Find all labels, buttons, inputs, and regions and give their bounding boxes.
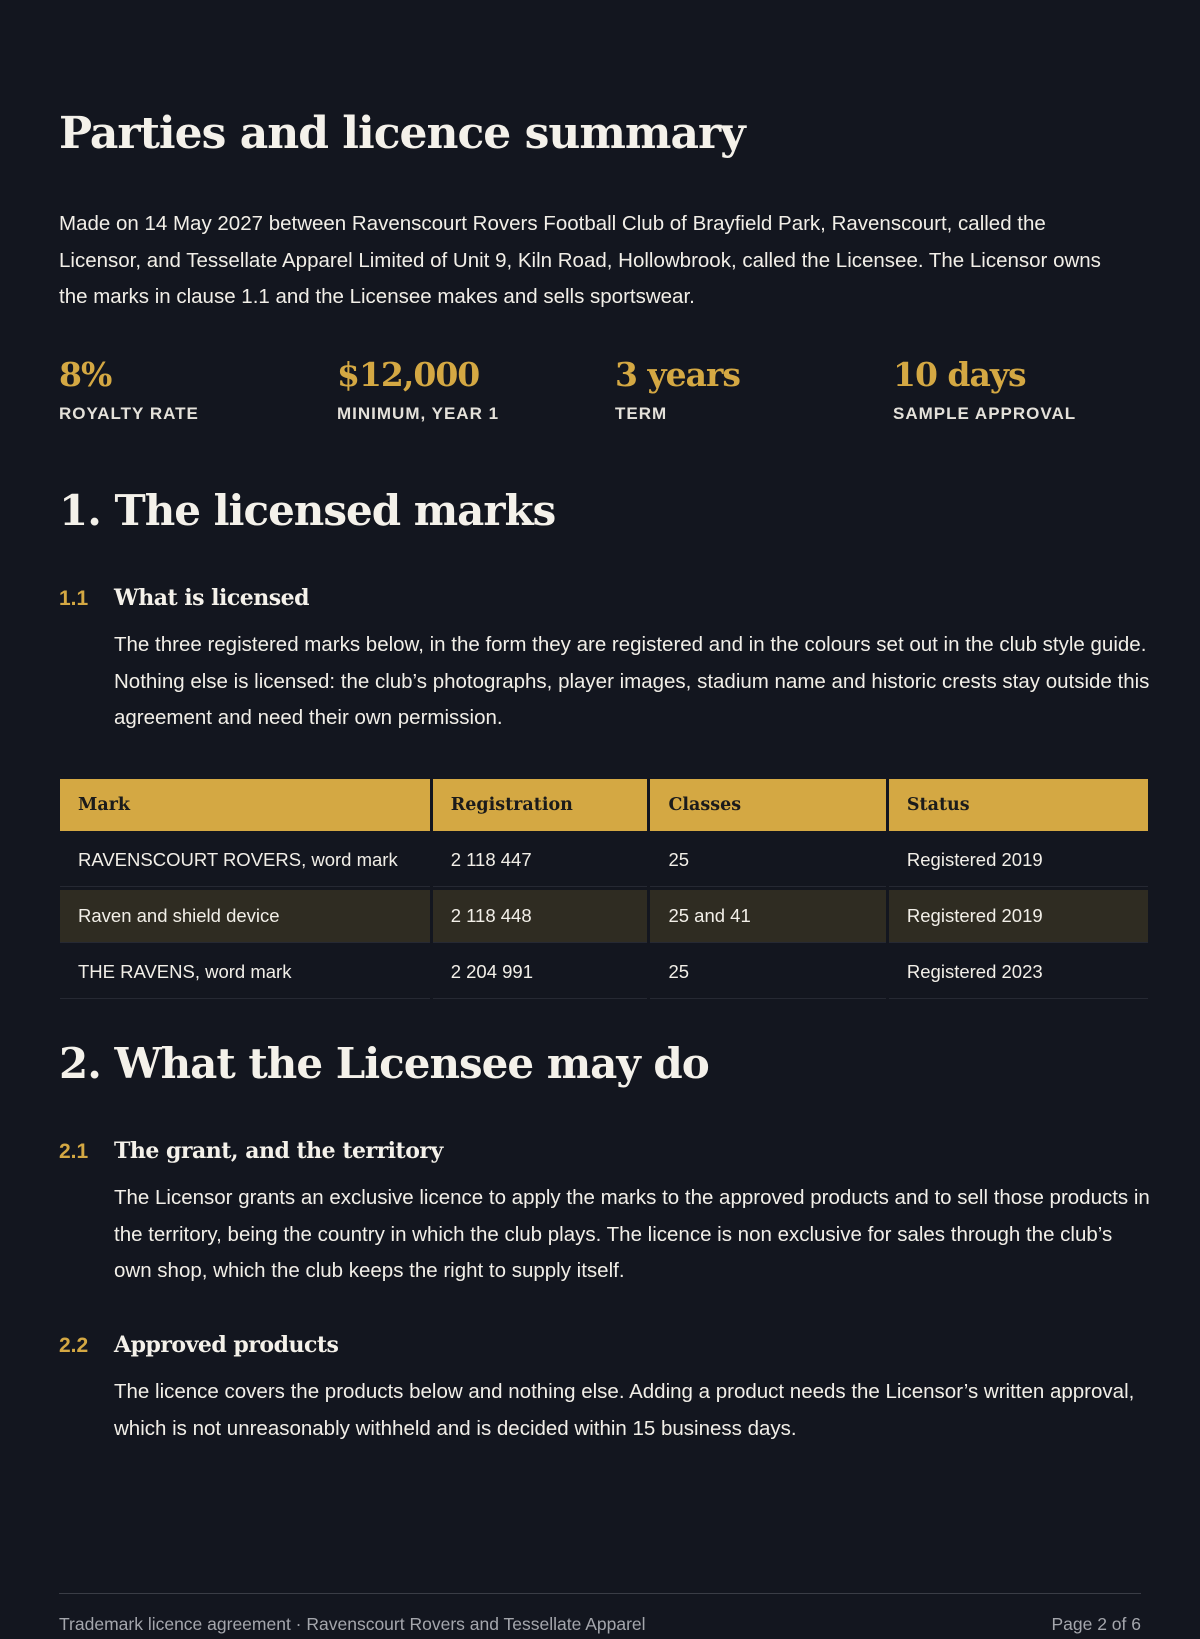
stat-minimum-year-1 <box>337 354 607 424</box>
cell-mark: RAVENSCOURT ROVERS, word mark <box>60 834 430 887</box>
section-heading-1: 1. The licensed marks <box>59 486 556 535</box>
cell-registration: 2 204 991 <box>433 946 648 999</box>
column-header-mark: Mark <box>60 779 430 831</box>
table-row <box>60 946 1148 999</box>
stat-value: 8% <box>59 355 112 394</box>
table-row <box>60 834 1148 887</box>
stat-label: TERM <box>615 404 668 423</box>
cell-status: Registered 2023 <box>889 946 1148 999</box>
cell-registration: 2 118 448 <box>433 890 648 943</box>
clause-number: 2.2 <box>59 1334 89 1357</box>
footer-page-number: Page 2 of 6 <box>1051 1614 1141 1634</box>
cell-mark: Raven and shield device <box>60 890 430 943</box>
clause-number: 1.1 <box>59 587 89 610</box>
licensed-marks-table <box>57 776 1151 1002</box>
footer-divider <box>59 1593 1141 1594</box>
stat-sample-approval <box>893 354 1163 424</box>
stat-label: SAMPLE APPROVAL <box>893 404 1077 423</box>
clause-title: The grant, and the territory <box>114 1138 443 1164</box>
stat-value: $12,000 <box>337 355 480 394</box>
column-header-classes: Classes <box>650 779 885 831</box>
cell-status: Registered 2019 <box>889 890 1148 943</box>
clause-body: The licence covers the products below and nothing else. Adding a product needs the Licensor’s written approval, which is not unreasonably withheld and is decided within 15 business days. <box>114 1380 1135 1440</box>
intro-paragraph: Made on 14 May 2027 between Ravenscourt Rovers Football Club of Brayfield Park, Ravenscourt, called the Licensor, and Tessellate Apparel Limited of Unit 9, Kiln Road, Hollowbrook, called the Licensee. The Licensor owns the marks in clause 1.1 and the Licensee makes and sells sportswear. <box>59 212 1101 308</box>
footer-document-name: Trademark licence agreement · Ravenscourt Rovers and Tessellate Apparel <box>59 1614 646 1634</box>
summary-stats <box>59 354 1153 434</box>
stat-value: 10 days <box>893 355 1026 394</box>
cell-mark: THE RAVENS, word mark <box>60 946 430 999</box>
stat-royalty-rate <box>59 354 329 424</box>
clause-title: Approved products <box>114 1332 339 1358</box>
page-title: Parties and licence summary <box>59 108 745 159</box>
cell-status: Registered 2019 <box>889 834 1148 887</box>
cell-classes: 25 and 41 <box>650 890 885 943</box>
stat-label: MINIMUM, YEAR 1 <box>337 404 500 423</box>
table-header-row <box>60 779 1148 831</box>
clause-title: What is licensed <box>114 585 310 611</box>
stat-label: ROYALTY RATE <box>59 404 199 423</box>
cell-registration: 2 118 447 <box>433 834 648 887</box>
table-row <box>60 890 1148 943</box>
cell-classes: 25 <box>650 834 885 887</box>
clause-number: 2.1 <box>59 1140 89 1163</box>
stat-value: 3 years <box>615 355 740 394</box>
section-heading-2: 2. What the Licensee may do <box>59 1039 709 1088</box>
clause-body: The three registered marks below, in the form they are registered and in the colours set out in the club style guide. Nothing else is licensed: the club’s photographs, player images, stadium name and historic crests stay outside this agreement and need their own permission. <box>114 633 1150 729</box>
column-header-status: Status <box>889 779 1148 831</box>
cell-classes: 25 <box>650 946 885 999</box>
clause-body: The Licensor grants an exclusive licence to apply the marks to the approved products and to sell those products in the territory, being the country in which the club plays. The licence is non exclusive for sales through the club’s own shop, which the club keeps the right to supply itself. <box>114 1186 1150 1282</box>
stat-term <box>615 354 885 424</box>
column-header-registration: Registration <box>433 779 648 831</box>
